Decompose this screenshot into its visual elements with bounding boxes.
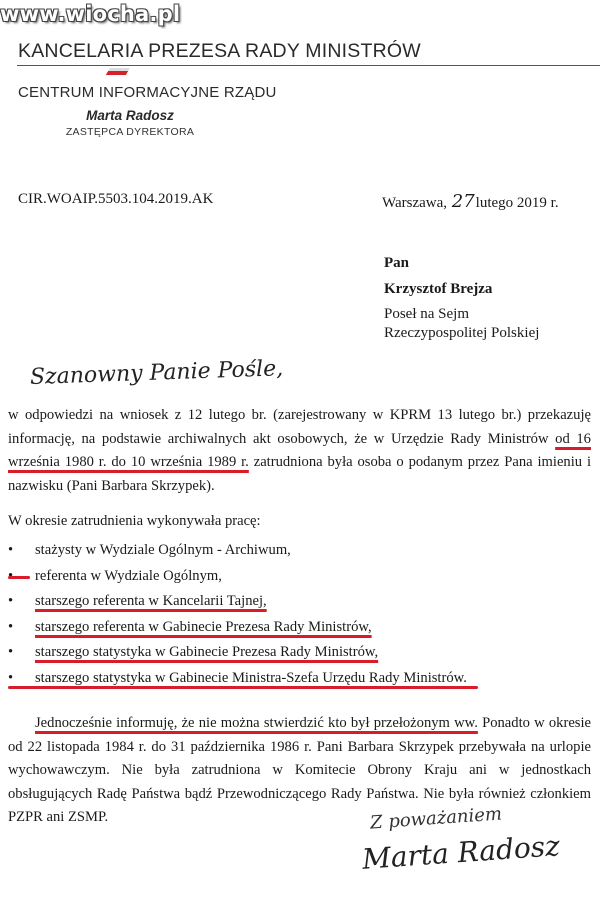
recipient-line2: Rzeczypospolitej Polskiej: [384, 325, 540, 341]
watermark-logo: www.wiocha.pl: [0, 2, 181, 26]
header-signatory-role: ZASTĘPCA DYREKTORA: [65, 126, 195, 138]
task-text: referenta w Wydziale Ogólnym,: [35, 567, 222, 584]
task-item: [8, 589, 591, 615]
paragraph-information: [8, 712, 591, 830]
paragraph-response-part1: w odpowiedzi na wniosek z 12 lutego br. (zarejestrowany w KPRM 13 lutego br.) przekazuję informację, na podstawie archiwalnych akt osobowych, że w Urzędzie Rady Ministrów: [8, 407, 591, 447]
recipient-line1: Poseł na Sejm: [384, 306, 469, 322]
letter-date: [382, 191, 559, 212]
reference-number: CIR.WOAIP.5503.104.2019.AK: [18, 191, 214, 207]
paragraph-information-rest: Ponadto w okresie od 22 listopada 1984 r. do 31 października 1986 r. Pani Barbara Skrzypek przebywała na urlopie wychowawczym. Nie była zatrudniona w Komitecie Obrony Kraju ani w jednostkach obsługujących Radę Państwa bądź Przewodniczącego Rady Państwa. Nie była również członkiem PZPR ani ZSMP.: [8, 715, 592, 825]
red-underline-stroke: [8, 686, 478, 689]
task-item: [8, 538, 591, 564]
tasks-intro: W okresie zatrudnienia wykonywała pracę:: [8, 513, 261, 529]
date-place: Warszawa,: [382, 195, 448, 211]
date-day-handwritten: 27: [451, 191, 475, 212]
header-organization: KANCELARIA PREZESA RADY MINISTRÓW: [18, 40, 421, 62]
task-text-highlighted: starszego referenta w Gabinecie Prezesa Rady Ministrów,: [35, 618, 372, 635]
task-item: [8, 640, 591, 666]
supervisor-statement-highlight: Jednocześnie informuję, że nie można stwierdzić kto był przełożonym ww.: [35, 715, 478, 731]
paragraph-response: [8, 404, 591, 498]
task-item: [8, 615, 591, 641]
flag-red-stripe: [106, 71, 128, 75]
date-rest: lutego 2019 r.: [475, 195, 559, 211]
handwritten-greeting: Szanowny Panie Pośle,: [29, 356, 284, 390]
task-item: [8, 564, 591, 590]
handwritten-closing: Z poważaniem: [369, 803, 503, 834]
task-text-highlighted: starszego statystyka w Gabinecie Prezesa Rady Ministrów,: [35, 644, 379, 660]
recipient-name: Krzysztof Brejza: [384, 281, 493, 297]
recipient-salutation: Pan: [384, 255, 410, 271]
tasks-list: [8, 538, 591, 691]
paragraph-response-part2: zatrudniona była osoba o podanym przez Pana imieniu i nazwisku (Pani Barbara Skrzypek).: [8, 454, 592, 494]
task-text-highlighted: starszego referenta w Kancelarii Tajnej,: [35, 593, 267, 609]
header-signatory-name: Marta Radosz: [86, 108, 174, 123]
task-text: stażysty w Wydziale Ogólnym - Archiwum,: [35, 542, 291, 558]
employment-period-highlight: od 16 września 1980 r. do 10 września 1989 r.: [8, 430, 591, 470]
red-margin-mark: [8, 576, 30, 579]
handwritten-signature: Marta Radosz: [361, 829, 561, 876]
header-department: CENTRUM INFORMACYJNE RZĄDU: [18, 84, 277, 101]
header-divider: [17, 65, 600, 66]
task-text-highlighted: starszego statystyka w Gabinecie Ministra-Szefa Urzędu Rady Ministrów.: [35, 669, 467, 686]
